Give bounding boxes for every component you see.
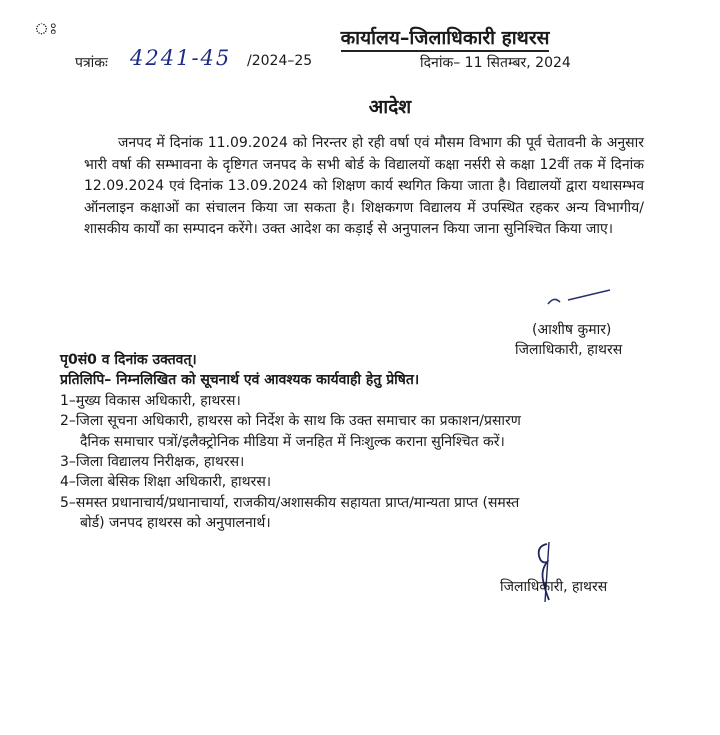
corner-mark: ঃ — [34, 19, 58, 38]
copy-item: 4–जिला बेसिक शिक्षा अधिकारी, हाथरस। — [60, 474, 272, 491]
ref-year: /2024–25 — [247, 53, 313, 69]
final-signature-designation: जिलाधिकारी, हाथरस — [500, 579, 608, 595]
copy-block — [60, 350, 670, 534]
copy-intro: प्रतिलिपि– निम्नलिखित को सूचनार्थ एवं आवश्यक कार्यवाही हेतु प्रेषित। — [60, 372, 420, 389]
copy-item: 5–समस्त प्रधानाचार्य/प्रधानाचार्या, राजकीय/अशासकीय सहायता प्राप्त/मान्यता प्राप्त (समस्त — [60, 494, 520, 511]
ref-label: पत्रांकः — [75, 55, 108, 71]
signature-mark — [540, 286, 620, 316]
order-heading: आदेश — [368, 96, 412, 118]
copy-item: 2–जिला सूचना अधिकारी, हाथरस को निर्देश के साथ कि उक्त समाचार का प्रकाशन/प्रसारण — [60, 413, 521, 430]
office-title-text: कार्यालय–जिलाधिकारी हाथरस — [341, 27, 550, 52]
copy-recipient-list — [60, 391, 670, 534]
date-line: दिनांक– 11 सितम्बर, 2024 — [420, 55, 571, 71]
copy-item-continuation: दैनिक समाचार पत्रों/इलैक्ट्रोनिक मीडिया में जनहित में निःशुल्क कराना सुनिश्चित करें। — [80, 433, 505, 450]
final-signature-scribble — [525, 538, 565, 608]
copy-ref-line: पृ0सं0 व दिनांक उक्तवत्। — [60, 352, 197, 368]
signer-name: (आशीष कुमार) — [532, 322, 612, 338]
ref-number-handwritten: 4241-45 — [130, 46, 232, 70]
order-body-paragraph: जनपद में दिनांक 11.09.2024 को निरन्तर हो रही वर्षा एवं मौसम विभाग की पूर्व चेतावनी के अनुसार भारी वर्षा की सम्भावना के दृष्टिगत जनपद के सभी बोर्ड के विद्यालयों कक्षा नर्सरी से कक्षा 12वीं तक में दिनांक 12.09.2024 एवं दिनांक 13.09.2024 को शिक्षण कार्य स्थगित किया जाता है। विद्यालयों द्वारा यथासम्भव ऑनलाइन कक्षाओं का संचालन किया जा सकता है। शिक्षकगण विद्यालय में उपस्थित रहकर अन्य विभागीय/शासकीय कार्यों का सम्पादन करेंगे। उक्त आदेश का कड़ाई से अनुपालन किया जाना सुनिश्चित किया जाए। — [84, 135, 644, 238]
order-body — [84, 133, 644, 241]
copy-item: 3–जिला विद्यालय निरीक्षक, हाथरस। — [60, 454, 245, 471]
signer-designation: जिलाधिकारी, हाथरस — [515, 342, 623, 358]
copy-item-continuation: बोर्ड) जनपद हाथरस को अनुपालनार्थ। — [80, 515, 271, 532]
office-title — [0, 24, 720, 50]
copy-item: 1–मुख्य विकास अधिकारी, हाथरस। — [60, 392, 241, 409]
